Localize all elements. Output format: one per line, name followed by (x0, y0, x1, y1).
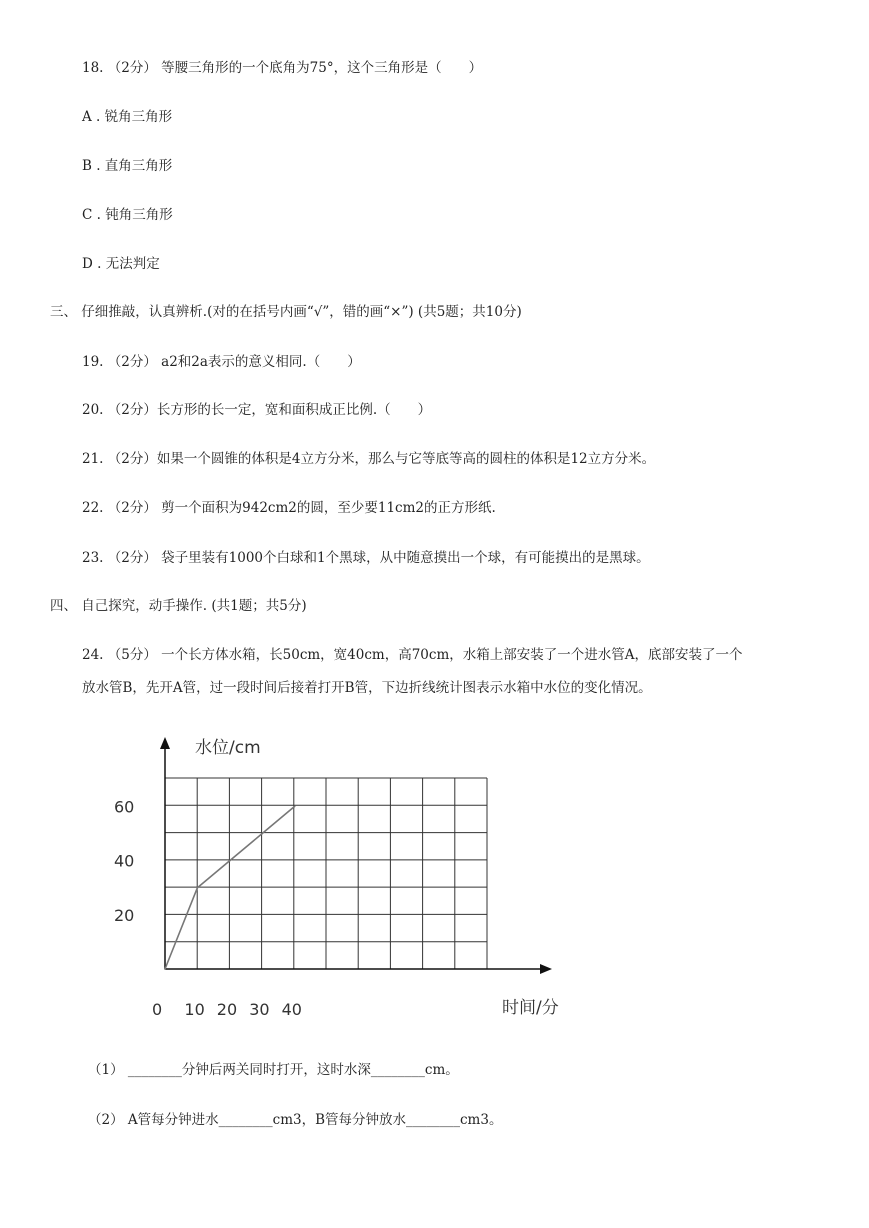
x-axis-arrow (540, 964, 552, 974)
y-tick-label: 20 (114, 905, 135, 925)
y-tick-label: 40 (114, 851, 135, 871)
question-22: 22. （2分） 剪一个面积为942cm2的圆，至少要11cm2的正方形纸. (82, 500, 496, 516)
chart-axes (160, 737, 552, 974)
question-24-line-2: 放水管B，先开A管，过一段时间后接着打开B管，下边折线统计图表示水箱中水位的变化情况。 (82, 680, 652, 696)
question-23: 23. （2分） 袋子里装有1000个白球和1个黑球，从中随意摸出一个球，有可能摸出的是黑球。 (82, 550, 650, 566)
question-19: 19. （2分） a2和2a表示的意义相同.（ ） (82, 354, 361, 370)
question-18: 18. （2分） 等腰三角形的一个底角为75°，这个三角形是（ ） (82, 60, 483, 76)
section-3-title: 三、 仔细推敲，认真辨析.(对的在括号内画“√”，错的画“×”) (共5题；共10分) (50, 304, 522, 320)
chart-ylabel: 水位/cm (195, 738, 261, 758)
sub-question-2: （2） A管每分钟进水________cm3，B管每分钟放水________cm3。 (88, 1112, 503, 1128)
water-level-line-chart (100, 725, 580, 1030)
question-20: 20. （2分）长方形的长一定，宽和面积成正比例.（ ） (82, 402, 432, 418)
x-tick-label: 0 (152, 1000, 163, 1019)
option-c: C . 钝角三角形 (82, 207, 173, 223)
data-point (229, 860, 231, 862)
data-point (197, 887, 199, 889)
chart-tick-labels (114, 797, 302, 1019)
question-21: 21. （2分）如果一个圆锥的体积是4立方分米，那么与它等底等高的圆柱的体积是12立方分米。 (82, 451, 656, 467)
data-point (261, 833, 263, 835)
data-point (164, 968, 166, 970)
sub-question-1: （1） ________分钟后两关同时打开，这时水深________cm。 (88, 1062, 459, 1078)
x-tick-label: 40 (281, 1000, 302, 1019)
option-d: D . 无法判定 (82, 256, 160, 272)
question-24-line-1: 24. （5分） 一个长方体水箱，长50cm，宽40cm，高70cm，水箱上部安装了一个进水管A，底部安装了一个 (82, 647, 743, 663)
y-tick-label: 60 (114, 797, 135, 817)
x-tick-label: 10 (184, 1000, 205, 1019)
data-point (294, 806, 296, 808)
x-tick-label: 20 (216, 1000, 238, 1019)
x-tick-label: 30 (249, 1000, 270, 1019)
option-b: B . 直角三角形 (82, 158, 173, 174)
chart-xlabel: 时间/分 (502, 998, 559, 1018)
section-4-title: 四、 自己探究，动手操作. (共1题；共5分) (50, 598, 307, 614)
option-a: A . 锐角三角形 (82, 109, 173, 125)
y-axis-arrow (160, 737, 170, 749)
